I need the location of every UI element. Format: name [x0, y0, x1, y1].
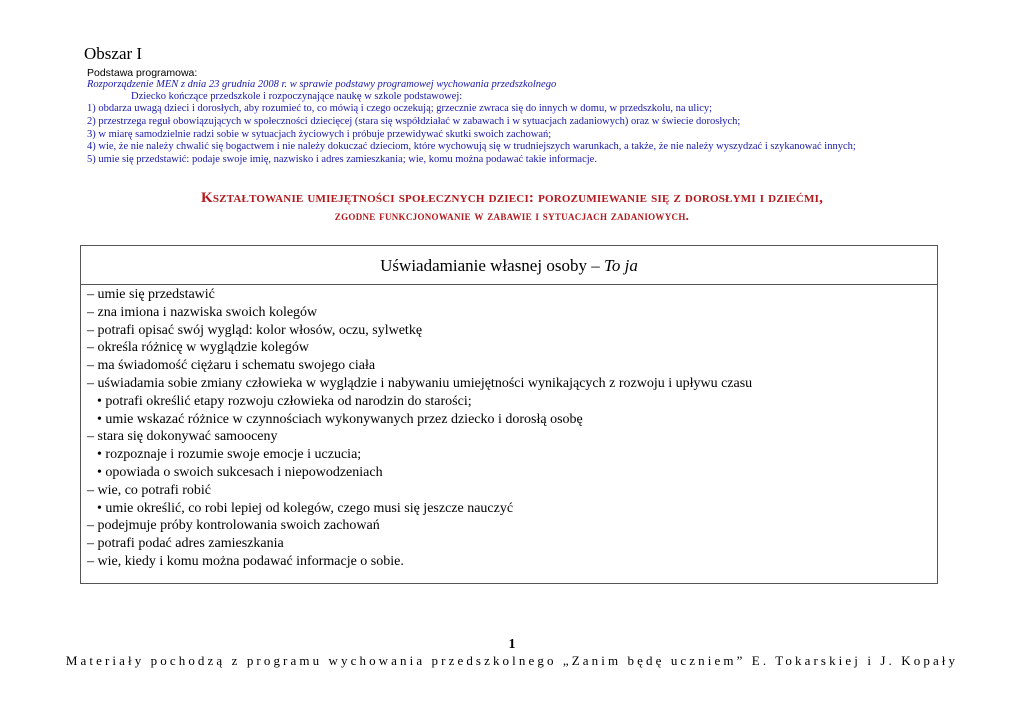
goal-item: – uświadamia sobie zmiany człowieka w wyglądzie i nabywaniu umiejętności wynikających z rozwoju i upływu czasu	[87, 375, 753, 391]
goal-item: – potrafi opisać swój wygląd: kolor włosów, oczu, sylwetkę	[87, 322, 423, 338]
goal-subitem: • umie wskazać różnice w czynnościach wykonywanych przez dziecko i dorosłą osobę	[97, 411, 583, 427]
requirements-list	[87, 103, 856, 167]
goal-item: – potrafi podać adres zamieszkania	[87, 536, 284, 552]
goal-subitem: • potrafi określić etapy rozwoju człowieka od narodzin do starości;	[97, 393, 472, 409]
goal-item: – wie, kiedy i komu można podawać informacje o sobie.	[87, 553, 404, 569]
goal-item: – podejmuje próby kontrolowania swoich zachowań	[87, 518, 380, 534]
goals-table-title	[81, 246, 937, 285]
page-number: 1	[508, 637, 516, 652]
section-heading-line-1: Kształtowanie umiejętności społecznych dzieci: porozumiewanie się z dorosłymi i dziećmi,	[200, 190, 824, 206]
goals-table	[80, 245, 938, 584]
goals-title-main: Uświadamianie własnej osoby –	[380, 256, 604, 275]
podstawa-label: Podstawa programowa:	[87, 67, 198, 79]
goals-title-italic: To ja	[603, 256, 638, 275]
requirement-item: 4) wie, że nie należy chwalić się bogactwem i nie należy dokuczać dzieciom, które wychowują się w trudniejszych warunkach, a także, że nie należy wyszydzać i szykanować innych;	[87, 141, 856, 153]
regulation-reference: Rozporządzenie MEN z dnia 23 grudnia 2008 r. w sprawie podstawy programowej wychowania przedszkolnego	[87, 79, 557, 90]
goals-list	[81, 285, 937, 571]
requirement-item: 5) umie się przedstawić: podaje swoje imię, nazwisko i adres zamieszkania; wie, komu można podawać takie informacje.	[87, 154, 597, 166]
goal-item: – ma świadomość ciężaru i schematu swojego ciała	[87, 358, 376, 374]
requirement-item: 2) przestrzega reguł obowiązujących w społeczności dziecięcej (stara się współdziałać w zabawach i w sytuacjach zadaniowych) oraz w świecie dorosłych;	[87, 115, 741, 127]
child-intro: Dziecko kończące przedszkole i rozpoczynające naukę w szkole podstawowej:	[131, 91, 463, 102]
goal-item: – określa różnicę w wyglądzie kolegów	[87, 340, 309, 356]
section-heading-line-2: zgodne funkcjonowanie w zabawie i sytuacjach zadaniowych.	[334, 208, 690, 223]
page-title: Obszar I	[84, 44, 143, 63]
goal-subitem: • umie określić, co robi lepiej od kolegów, czego musi się jeszcze nauczyć	[97, 500, 514, 516]
requirement-item: 3) w miarę samodzielnie radzi sobie w sytuacjach życiowych i próbuje przewidywać skutki swoich zachowań;	[87, 128, 552, 140]
requirement-item: 1) obdarza uwagą dzieci i dorosłych, aby rozumieć to, co mówią i czego oczekują; grzecznie zwraca się do innych w domu, w przedszkolu, na ulicy;	[87, 103, 713, 114]
goal-item: – zna imiona i nazwiska swoich kolegów	[87, 304, 318, 320]
goal-subitem: • opowiada o swoich sukcesach i niepowodzeniach	[97, 464, 383, 480]
goal-item: – umie się przedstawić	[87, 287, 215, 302]
goal-item: – wie, co potrafi robić	[87, 482, 212, 498]
goal-item: – stara się dokonywać samooceny	[87, 429, 278, 445]
footer-credit: Materiały pochodzą z programu wychowania przedszkolnego „Zanim będę uczniem” E. Tokarskiej i J. Kopały	[65, 653, 959, 668]
goal-subitem: • rozpoznaje i rozumie swoje emocje i uczucia;	[97, 447, 362, 463]
